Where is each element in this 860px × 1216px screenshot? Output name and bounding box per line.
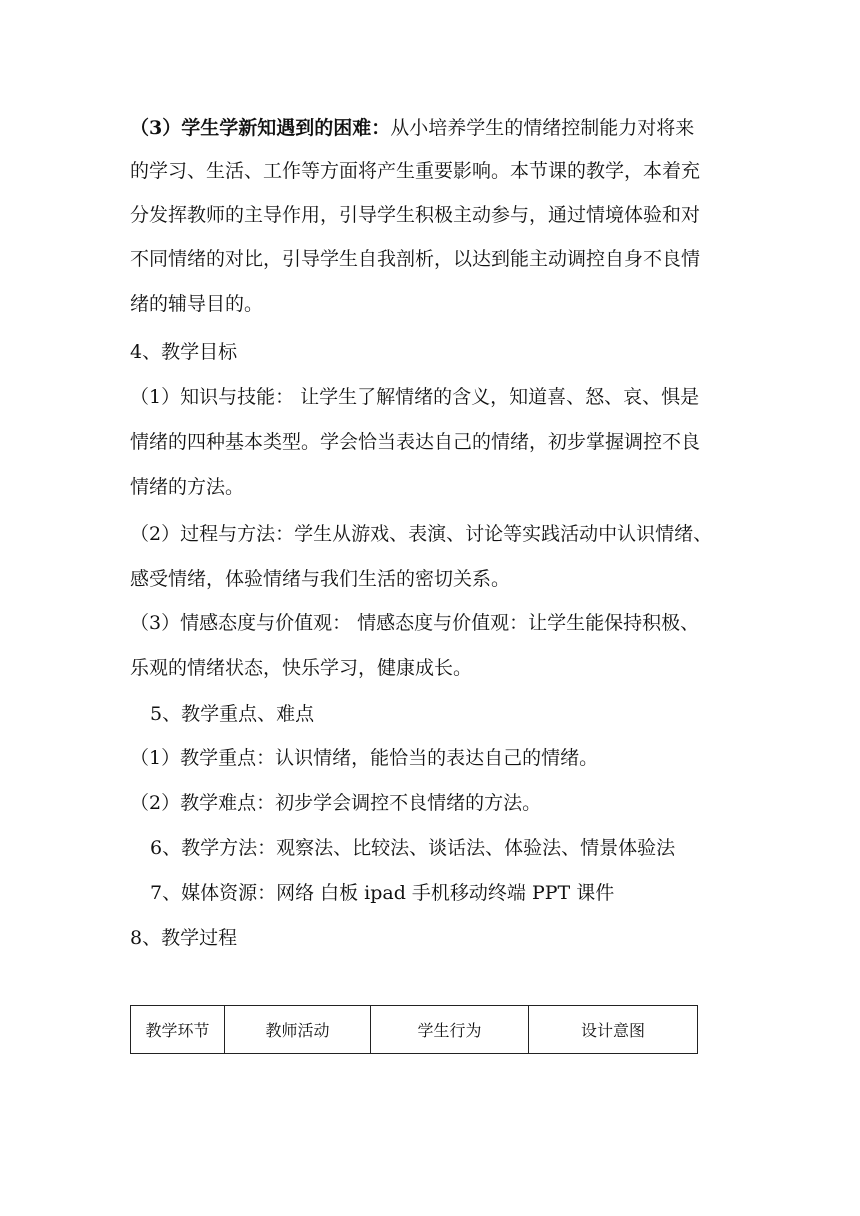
section3-line3: 分发挥教师的主导作用，引导学生积极主动参与，通过情境体验和对 bbox=[130, 204, 701, 226]
keypoints-difficulty: （2）教学难点：初步学会调控不良情绪的方法。 bbox=[130, 792, 542, 814]
table-header-cell: 教学环节 bbox=[131, 1006, 225, 1054]
section3-line1 bbox=[130, 115, 694, 141]
goals-knowledge-line2: 情绪的四种基本类型。学会恰当表达自己的情绪，初步掌握调控不良 bbox=[130, 431, 701, 453]
process-table bbox=[130, 1005, 698, 1054]
process-heading: 8、教学过程 bbox=[130, 927, 238, 949]
section3-line2: 的学习、生活、工作等方面将产生重要影响。本节课的教学，本着充 bbox=[130, 160, 701, 182]
section3-label: （3）学生学新知遇到的困难： bbox=[130, 117, 391, 139]
media-resources: 7、媒体资源：网络 白板 ipad 手机移动终端 PPT 课件 bbox=[150, 882, 615, 904]
goals-heading: 4、教学目标 bbox=[130, 341, 238, 363]
goals-emotion-line2: 乐观的情绪状态，快乐学习，健康成长。 bbox=[130, 657, 473, 679]
keypoints-heading: 5、教学重点、难点 bbox=[150, 703, 315, 725]
table-header-row bbox=[131, 1006, 698, 1054]
goals-process-line1: （2）过程与方法：学生从游戏、表演、讨论等实践活动中认识情绪、 bbox=[130, 523, 713, 545]
goals-knowledge-line3: 情绪的方法。 bbox=[130, 476, 245, 498]
goals-emotion-line1: （3）情感态度与价值观： 情感态度与价值观：让学生能保持积极、 bbox=[130, 612, 700, 634]
keypoints-focus: （1）教学重点：认识情绪，能恰当的表达自己的情绪。 bbox=[130, 747, 599, 769]
teaching-methods: 6、教学方法：观察法、比较法、谈话法、体验法、情景体验法 bbox=[150, 837, 676, 859]
table-header-cell: 学生行为 bbox=[371, 1006, 529, 1054]
section3-text: 从小培养学生的情绪控制能力对将来 bbox=[390, 117, 695, 139]
section3-line5: 绪的辅导目的。 bbox=[130, 293, 264, 315]
goals-knowledge-line1: （1）知识与技能： 让学生了解情绪的含义，知道喜、怒、哀、惧是 bbox=[130, 386, 700, 408]
table-header-cell: 教师活动 bbox=[225, 1006, 371, 1054]
section3-line4: 不同情绪的对比，引导学生自我剖析，以达到能主动调控自身不良情 bbox=[130, 248, 701, 270]
table-header-cell: 设计意图 bbox=[529, 1006, 698, 1054]
goals-process-line2: 感受情绪，体验情绪与我们生活的密切关系。 bbox=[130, 568, 511, 590]
